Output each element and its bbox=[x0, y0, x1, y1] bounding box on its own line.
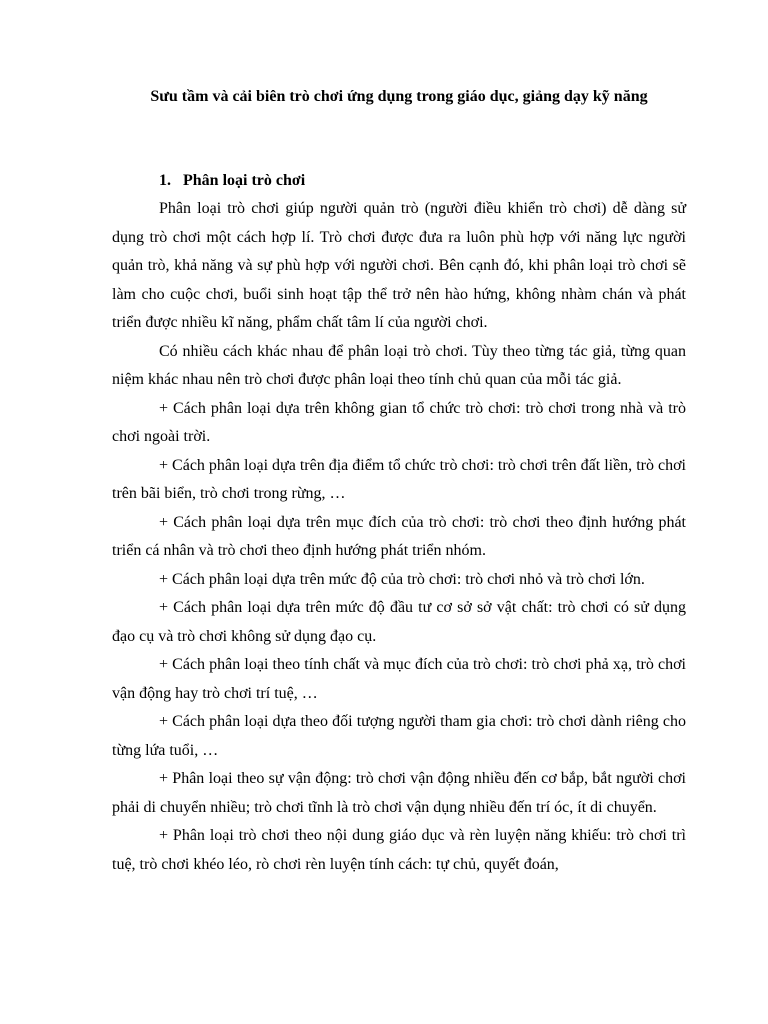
paragraph: + Cách phân loại dựa trên mức độ đầu tư cơ sở sở vật chất: trò chơi có sử dụng đạo cụ và trò chơi không sử dụng đạo cụ. bbox=[112, 599, 686, 645]
document-title: Sưu tầm và cải biên trò chơi ứng dụng trong giáo dục, giảng dạy kỹ năng bbox=[150, 88, 648, 105]
paragraph: + Cách phân loại theo tính chất và mục đích của trò chơi: trò chơi phả xạ, trò chơi vận động hay trò chơi trí tuệ, … bbox=[112, 656, 686, 702]
paragraph: + Cách phân loại dựa theo đối tượng người tham gia chơi: trò chơi dành riêng cho từng lứa tuổi, … bbox=[112, 713, 686, 759]
body-text bbox=[112, 195, 686, 879]
paragraph: Có nhiều cách khác nhau để phân loại trò chơi. Tùy theo từng tác giả, từng quan niệm khác nhau nên trò chơi được phân loại theo tính chủ quan của mỗi tác giả. bbox=[112, 342, 686, 388]
paragraph: + Phân loại trò chơi theo nội dung giáo dục và rèn luyện năng khiếu: trò chơi trì tuệ, trò chơi khéo léo, rò chơi rèn luyện tính cách: tự chủ, quyết đoán, bbox=[112, 827, 686, 873]
section-heading-text: Phân loại trò chơi bbox=[183, 172, 306, 189]
paragraph: + Cách phân loại dựa trên địa điểm tổ chức trò chơi: trò chơi trên đất liền, trò chơi trên bãi biển, trò chơi trong rừng, … bbox=[112, 456, 686, 502]
paragraph: + Cách phân loại dựa trên mức độ của trò chơi: trò chơi nhỏ và trò chơi lớn. bbox=[159, 570, 645, 588]
paragraph: + Cách phân loại dựa trên không gian tổ chức trò chơi: trò chơi trong nhà và trò chơi ngoài trời. bbox=[112, 399, 686, 445]
section-heading bbox=[159, 171, 305, 191]
section-number: 1. bbox=[159, 172, 171, 189]
paragraph: + Phân loại theo sự vận động: trò chơi vận động nhiều đến cơ bắp, bắt người chơi phải di chuyển nhiều; trò chơi tĩnh là trò chơi vận dụng nhiều đến trí óc, ít di chuyển. bbox=[112, 770, 686, 816]
paragraph: + Cách phân loại dựa trên mục đích của trò chơi: trò chơi theo định hướng phát triển cá nhân và trò chơi theo định hướng phát triển nhóm. bbox=[112, 513, 686, 559]
paragraph: Phân loại trò chơi giúp người quản trò (người điều khiển trò chơi) dễ dàng sử dụng trò chơi một cách hợp lí. Trò chơi được đưa ra luôn phù hợp với năng lực người quản trò, khả năng và sự phù hợp với người chơi. Bên cạnh đó, khi phân loại trò chơi sẽ làm cho cuộc chơi, buổi sinh hoạt tập thể trở nên hào hứng, không nhàm chán và phát triển được nhiều kĩ năng, phẩm chất tâm lí của người chơi. bbox=[112, 200, 686, 331]
